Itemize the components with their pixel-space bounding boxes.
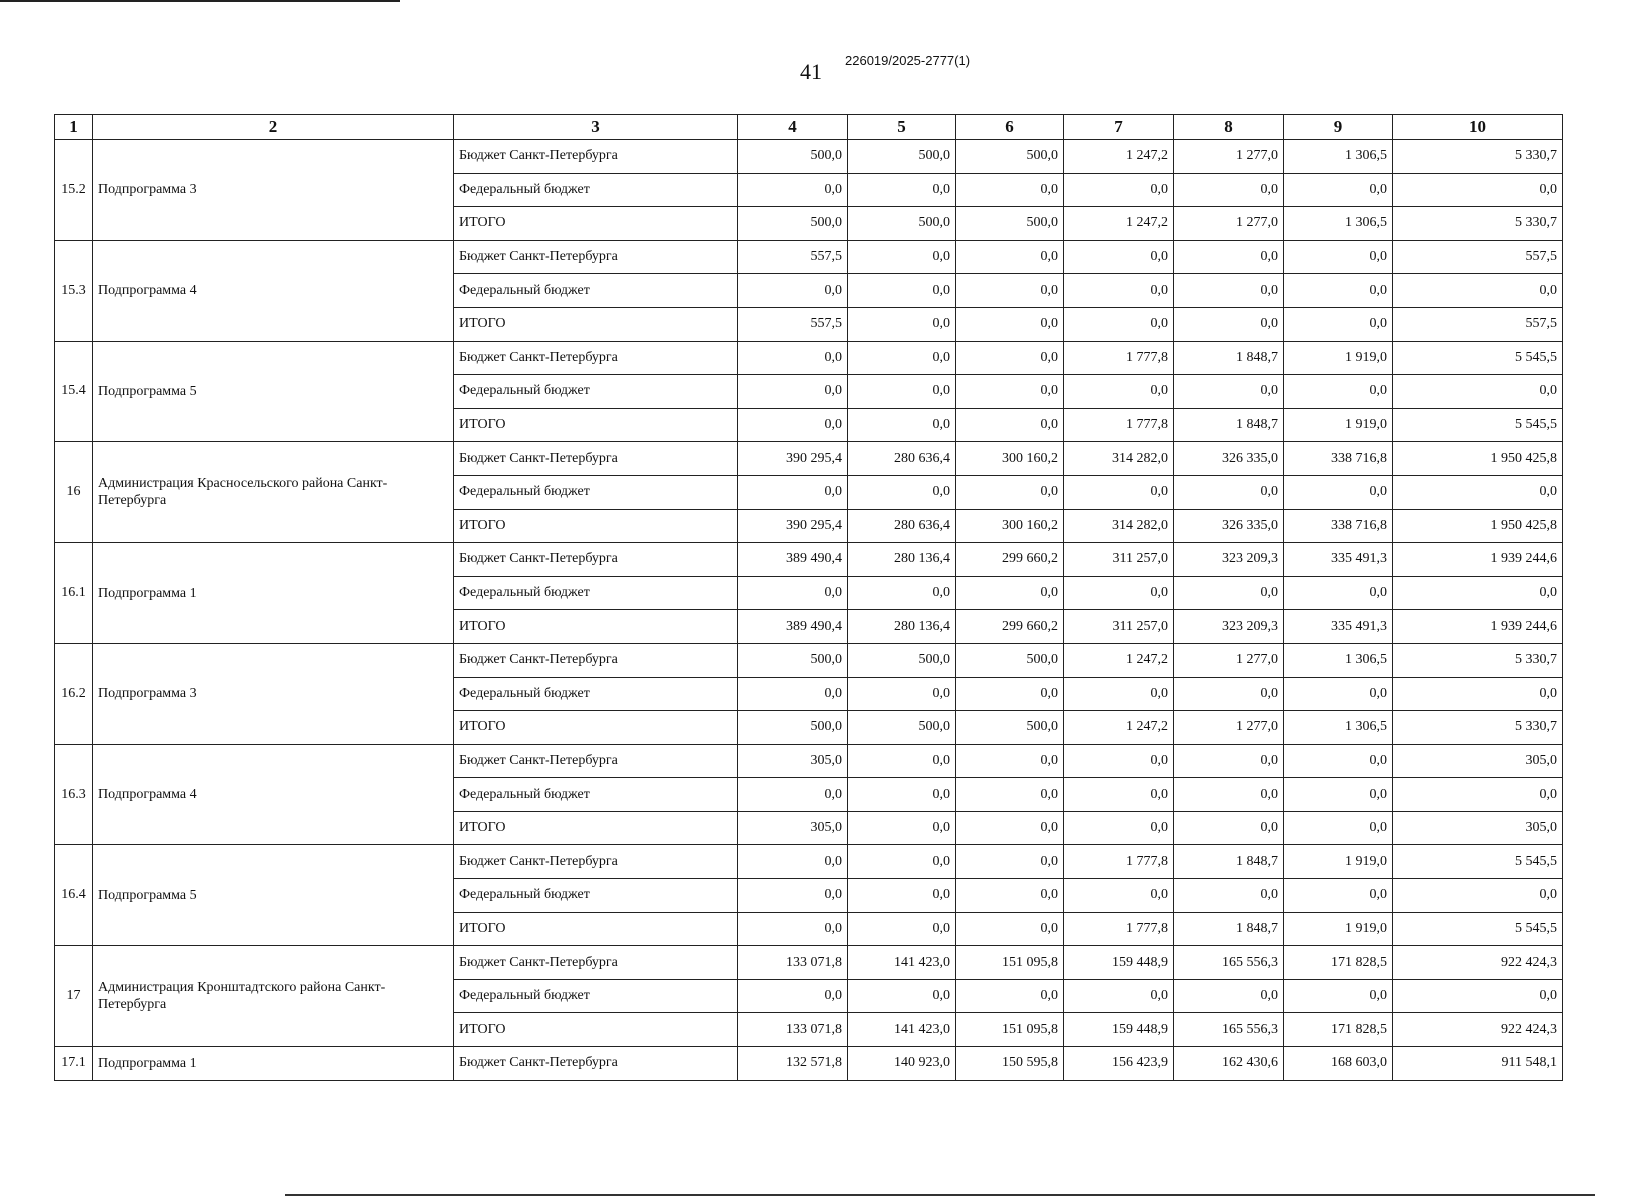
amount-cell: 0,0 (956, 778, 1064, 812)
amount-cell: 140 923,0 (848, 1047, 956, 1081)
funding-source: Федеральный бюджет (454, 979, 738, 1013)
amount-cell: 911 548,1 (1393, 1047, 1563, 1081)
amount-cell: 0,0 (848, 845, 956, 879)
funding-source: Федеральный бюджет (454, 173, 738, 207)
amount-cell: 1 306,5 (1284, 643, 1393, 677)
column-header: 2 (93, 115, 454, 140)
row-number: 16.3 (55, 744, 93, 845)
amount-cell: 338 716,8 (1284, 509, 1393, 543)
amount-cell: 0,0 (1064, 744, 1174, 778)
funding-source: Бюджет Санкт-Петербурга (454, 140, 738, 174)
amount-cell: 141 423,0 (848, 1013, 956, 1047)
amount-cell: 305,0 (1393, 744, 1563, 778)
funding-source: ИТОГО (454, 207, 738, 241)
amount-cell: 299 660,2 (956, 610, 1064, 644)
program-name: Подпрограмма 3 (93, 140, 454, 241)
amount-cell: 0,0 (1064, 778, 1174, 812)
amount-cell: 0,0 (738, 845, 848, 879)
column-header: 10 (1393, 115, 1563, 140)
funding-source: ИТОГО (454, 711, 738, 745)
amount-cell: 389 490,4 (738, 610, 848, 644)
amount-cell: 0,0 (1284, 576, 1393, 610)
amount-cell: 0,0 (1393, 274, 1563, 308)
amount-cell: 0,0 (848, 912, 956, 946)
table-row (55, 240, 1563, 274)
amount-cell: 0,0 (956, 240, 1064, 274)
amount-cell: 0,0 (1174, 173, 1284, 207)
amount-cell: 0,0 (1393, 475, 1563, 509)
amount-cell: 314 282,0 (1064, 442, 1174, 476)
amount-cell: 0,0 (1393, 778, 1563, 812)
amount-cell: 0,0 (1393, 173, 1563, 207)
amount-cell: 0,0 (738, 879, 848, 913)
amount-cell: 5 330,7 (1393, 140, 1563, 174)
amount-cell: 141 423,0 (848, 946, 956, 980)
amount-cell: 0,0 (956, 274, 1064, 308)
amount-cell: 171 828,5 (1284, 946, 1393, 980)
amount-cell: 0,0 (1174, 375, 1284, 409)
program-name: Подпрограмма 4 (93, 744, 454, 845)
amount-cell: 390 295,4 (738, 442, 848, 476)
amount-cell: 500,0 (848, 140, 956, 174)
amount-cell: 0,0 (738, 677, 848, 711)
amount-cell: 0,0 (956, 811, 1064, 845)
amount-cell: 0,0 (956, 408, 1064, 442)
funding-source: Бюджет Санкт-Петербурга (454, 543, 738, 577)
row-number: 17.1 (55, 1047, 93, 1081)
amount-cell: 0,0 (848, 375, 956, 409)
amount-cell: 0,0 (848, 677, 956, 711)
amount-cell: 0,0 (956, 173, 1064, 207)
amount-cell: 0,0 (1174, 240, 1284, 274)
amount-cell: 162 430,6 (1174, 1047, 1284, 1081)
amount-cell: 168 603,0 (1284, 1047, 1393, 1081)
amount-cell: 0,0 (956, 375, 1064, 409)
amount-cell: 0,0 (1174, 744, 1284, 778)
amount-cell: 1 848,7 (1174, 912, 1284, 946)
funding-source: ИТОГО (454, 509, 738, 543)
amount-cell: 1 306,5 (1284, 207, 1393, 241)
column-header: 3 (454, 115, 738, 140)
amount-cell: 0,0 (738, 979, 848, 1013)
funding-source: Федеральный бюджет (454, 576, 738, 610)
table-row (55, 543, 1563, 577)
amount-cell: 280 636,4 (848, 442, 956, 476)
funding-source: Бюджет Санкт-Петербурга (454, 643, 738, 677)
funding-source: Бюджет Санкт-Петербурга (454, 240, 738, 274)
funding-source: Бюджет Санкт-Петербурга (454, 744, 738, 778)
amount-cell: 557,5 (1393, 307, 1563, 341)
amount-cell: 151 095,8 (956, 946, 1064, 980)
amount-cell: 0,0 (1064, 375, 1174, 409)
amount-cell: 922 424,3 (1393, 946, 1563, 980)
amount-cell: 0,0 (738, 274, 848, 308)
funding-source: ИТОГО (454, 408, 738, 442)
column-header: 6 (956, 115, 1064, 140)
amount-cell: 0,0 (1393, 979, 1563, 1013)
amount-cell: 0,0 (1284, 979, 1393, 1013)
amount-cell: 5 545,5 (1393, 408, 1563, 442)
document-id: 226019/2025-2777(1) (845, 53, 971, 68)
funding-source: Бюджет Санкт-Петербурга (454, 845, 738, 879)
amount-cell: 390 295,4 (738, 509, 848, 543)
amount-cell: 0,0 (1064, 979, 1174, 1013)
amount-cell: 0,0 (956, 879, 1064, 913)
amount-cell: 0,0 (738, 173, 848, 207)
amount-cell: 1 919,0 (1284, 408, 1393, 442)
amount-cell: 0,0 (1284, 778, 1393, 812)
amount-cell: 299 660,2 (956, 543, 1064, 577)
amount-cell: 0,0 (956, 744, 1064, 778)
amount-cell: 500,0 (956, 140, 1064, 174)
page-number: 41 (800, 59, 822, 84)
amount-cell: 1 777,8 (1064, 341, 1174, 375)
table-header-row (55, 115, 1563, 140)
program-name: Подпрограмма 3 (93, 643, 454, 744)
table-row (55, 1047, 1563, 1081)
amount-cell: 300 160,2 (956, 509, 1064, 543)
amount-cell: 5 330,7 (1393, 643, 1563, 677)
amount-cell: 323 209,3 (1174, 543, 1284, 577)
amount-cell: 5 330,7 (1393, 711, 1563, 745)
funding-source: ИТОГО (454, 912, 738, 946)
column-header: 9 (1284, 115, 1393, 140)
amount-cell: 922 424,3 (1393, 1013, 1563, 1047)
amount-cell: 5 330,7 (1393, 207, 1563, 241)
amount-cell: 305,0 (738, 811, 848, 845)
amount-cell: 5 545,5 (1393, 912, 1563, 946)
amount-cell: 500,0 (848, 711, 956, 745)
amount-cell: 0,0 (738, 475, 848, 509)
table-row (55, 442, 1563, 476)
amount-cell: 338 716,8 (1284, 442, 1393, 476)
amount-cell: 0,0 (848, 778, 956, 812)
amount-cell: 156 423,9 (1064, 1047, 1174, 1081)
amount-cell: 0,0 (1174, 811, 1284, 845)
amount-cell: 1 247,2 (1064, 140, 1174, 174)
amount-cell: 0,0 (956, 677, 1064, 711)
amount-cell: 0,0 (848, 408, 956, 442)
funding-source: Федеральный бюджет (454, 677, 738, 711)
amount-cell: 0,0 (1284, 173, 1393, 207)
amount-cell: 500,0 (738, 140, 848, 174)
amount-cell: 1 939 244,6 (1393, 610, 1563, 644)
amount-cell: 1 848,7 (1174, 845, 1284, 879)
row-number: 16.1 (55, 543, 93, 644)
amount-cell: 0,0 (1284, 677, 1393, 711)
amount-cell: 0,0 (848, 240, 956, 274)
amount-cell: 500,0 (848, 643, 956, 677)
amount-cell: 1 306,5 (1284, 711, 1393, 745)
amount-cell: 1 777,8 (1064, 845, 1174, 879)
amount-cell: 0,0 (1064, 307, 1174, 341)
amount-cell: 0,0 (1174, 677, 1284, 711)
funding-source: Бюджет Санкт-Петербурга (454, 1047, 738, 1081)
funding-source: ИТОГО (454, 307, 738, 341)
amount-cell: 0,0 (956, 912, 1064, 946)
column-header: 5 (848, 115, 956, 140)
amount-cell: 311 257,0 (1064, 610, 1174, 644)
amount-cell: 1 247,2 (1064, 711, 1174, 745)
budget-table (54, 114, 1563, 1081)
row-number: 16.2 (55, 643, 93, 744)
funding-source: Бюджет Санкт-Петербурга (454, 442, 738, 476)
amount-cell: 0,0 (956, 341, 1064, 375)
amount-cell: 0,0 (738, 341, 848, 375)
funding-source: Федеральный бюджет (454, 879, 738, 913)
amount-cell: 280 136,4 (848, 543, 956, 577)
amount-cell: 0,0 (1174, 307, 1284, 341)
row-number: 16.4 (55, 845, 93, 946)
funding-source: Федеральный бюджет (454, 375, 738, 409)
amount-cell: 323 209,3 (1174, 610, 1284, 644)
column-header: 1 (55, 115, 93, 140)
amount-cell: 0,0 (1064, 240, 1174, 274)
amount-cell: 0,0 (1174, 979, 1284, 1013)
table-row (55, 845, 1563, 879)
program-name: Подпрограмма 5 (93, 341, 454, 442)
column-header: 8 (1174, 115, 1284, 140)
amount-cell: 1 919,0 (1284, 912, 1393, 946)
amount-cell: 1 939 244,6 (1393, 543, 1563, 577)
amount-cell: 133 071,8 (738, 946, 848, 980)
column-header: 7 (1064, 115, 1174, 140)
row-number: 15.4 (55, 341, 93, 442)
program-name: Администрация Красносельского района Санкт-Петербурга (93, 442, 454, 543)
amount-cell: 0,0 (1393, 677, 1563, 711)
amount-cell: 0,0 (738, 576, 848, 610)
amount-cell: 0,0 (1284, 375, 1393, 409)
amount-cell: 1 277,0 (1174, 711, 1284, 745)
amount-cell: 280 136,4 (848, 610, 956, 644)
program-name: Подпрограмма 1 (93, 1047, 454, 1081)
amount-cell: 0,0 (738, 408, 848, 442)
top-rule (0, 0, 400, 2)
funding-source: ИТОГО (454, 811, 738, 845)
amount-cell: 557,5 (738, 307, 848, 341)
program-name: Подпрограмма 4 (93, 240, 454, 341)
amount-cell: 0,0 (1174, 475, 1284, 509)
funding-source: Федеральный бюджет (454, 475, 738, 509)
table-row (55, 744, 1563, 778)
amount-cell: 0,0 (1284, 274, 1393, 308)
amount-cell: 300 160,2 (956, 442, 1064, 476)
table-row (55, 341, 1563, 375)
amount-cell: 0,0 (1284, 879, 1393, 913)
amount-cell: 500,0 (956, 643, 1064, 677)
row-number: 15.2 (55, 140, 93, 241)
amount-cell: 0,0 (848, 173, 956, 207)
amount-cell: 1 950 425,8 (1393, 509, 1563, 543)
amount-cell: 1 950 425,8 (1393, 442, 1563, 476)
amount-cell: 326 335,0 (1174, 509, 1284, 543)
amount-cell: 1 848,7 (1174, 408, 1284, 442)
amount-cell: 0,0 (1284, 240, 1393, 274)
amount-cell: 500,0 (956, 711, 1064, 745)
table-row (55, 946, 1563, 980)
amount-cell: 5 545,5 (1393, 341, 1563, 375)
amount-cell: 500,0 (956, 207, 1064, 241)
amount-cell: 0,0 (738, 778, 848, 812)
amount-cell: 159 448,9 (1064, 946, 1174, 980)
amount-cell: 335 491,3 (1284, 543, 1393, 577)
amount-cell: 0,0 (1064, 576, 1174, 610)
amount-cell: 0,0 (848, 576, 956, 610)
amount-cell: 314 282,0 (1064, 509, 1174, 543)
amount-cell: 5 545,5 (1393, 845, 1563, 879)
amount-cell: 1 247,2 (1064, 643, 1174, 677)
table-row (55, 140, 1563, 174)
row-number: 15.3 (55, 240, 93, 341)
amount-cell: 151 095,8 (956, 1013, 1064, 1047)
amount-cell: 1 777,8 (1064, 912, 1174, 946)
amount-cell: 0,0 (848, 811, 956, 845)
amount-cell: 0,0 (1284, 307, 1393, 341)
amount-cell: 0,0 (956, 475, 1064, 509)
row-number: 17 (55, 946, 93, 1047)
amount-cell: 1 306,5 (1284, 140, 1393, 174)
row-number: 16 (55, 442, 93, 543)
amount-cell: 159 448,9 (1064, 1013, 1174, 1047)
amount-cell: 311 257,0 (1064, 543, 1174, 577)
amount-cell: 150 595,8 (956, 1047, 1064, 1081)
funding-source: Бюджет Санкт-Петербурга (454, 946, 738, 980)
amount-cell: 0,0 (956, 576, 1064, 610)
program-name: Подпрограмма 5 (93, 845, 454, 946)
amount-cell: 557,5 (1393, 240, 1563, 274)
amount-cell: 133 071,8 (738, 1013, 848, 1047)
table-body (55, 140, 1563, 1081)
bottom-rule (285, 1194, 1595, 1196)
amount-cell: 0,0 (1284, 744, 1393, 778)
amount-cell: 0,0 (738, 375, 848, 409)
amount-cell: 0,0 (1393, 375, 1563, 409)
amount-cell: 1 277,0 (1174, 643, 1284, 677)
program-name: Администрация Кронштадтского района Санкт-Петербурга (93, 946, 454, 1047)
amount-cell: 0,0 (1174, 576, 1284, 610)
amount-cell: 500,0 (738, 711, 848, 745)
amount-cell: 132 571,8 (738, 1047, 848, 1081)
amount-cell: 0,0 (1284, 811, 1393, 845)
amount-cell: 280 636,4 (848, 509, 956, 543)
funding-source: Федеральный бюджет (454, 274, 738, 308)
amount-cell: 0,0 (738, 912, 848, 946)
amount-cell: 0,0 (1174, 879, 1284, 913)
amount-cell: 0,0 (848, 744, 956, 778)
table-row (55, 643, 1563, 677)
amount-cell: 0,0 (848, 274, 956, 308)
amount-cell: 0,0 (1284, 475, 1393, 509)
amount-cell: 0,0 (1064, 274, 1174, 308)
amount-cell: 0,0 (1174, 778, 1284, 812)
amount-cell: 0,0 (1064, 475, 1174, 509)
amount-cell: 500,0 (738, 207, 848, 241)
amount-cell: 0,0 (1174, 274, 1284, 308)
amount-cell: 326 335,0 (1174, 442, 1284, 476)
amount-cell: 0,0 (1064, 879, 1174, 913)
amount-cell: 165 556,3 (1174, 946, 1284, 980)
amount-cell: 1 277,0 (1174, 207, 1284, 241)
amount-cell: 1 848,7 (1174, 341, 1284, 375)
amount-cell: 1 247,2 (1064, 207, 1174, 241)
amount-cell: 557,5 (738, 240, 848, 274)
amount-cell: 305,0 (738, 744, 848, 778)
amount-cell: 500,0 (848, 207, 956, 241)
amount-cell: 0,0 (848, 979, 956, 1013)
amount-cell: 1 777,8 (1064, 408, 1174, 442)
amount-cell: 0,0 (1064, 811, 1174, 845)
amount-cell: 0,0 (956, 979, 1064, 1013)
amount-cell: 0,0 (1064, 173, 1174, 207)
amount-cell: 305,0 (1393, 811, 1563, 845)
amount-cell: 0,0 (1393, 576, 1563, 610)
amount-cell: 1 919,0 (1284, 845, 1393, 879)
amount-cell: 0,0 (848, 307, 956, 341)
amount-cell: 0,0 (1393, 879, 1563, 913)
funding-source: ИТОГО (454, 610, 738, 644)
funding-source: Бюджет Санкт-Петербурга (454, 341, 738, 375)
funding-source: Федеральный бюджет (454, 778, 738, 812)
program-name: Подпрограмма 1 (93, 543, 454, 644)
funding-source: ИТОГО (454, 1013, 738, 1047)
amount-cell: 1 277,0 (1174, 140, 1284, 174)
amount-cell: 0,0 (848, 879, 956, 913)
column-header: 4 (738, 115, 848, 140)
amount-cell: 0,0 (956, 307, 1064, 341)
amount-cell: 171 828,5 (1284, 1013, 1393, 1047)
amount-cell: 0,0 (848, 475, 956, 509)
amount-cell: 389 490,4 (738, 543, 848, 577)
amount-cell: 165 556,3 (1174, 1013, 1284, 1047)
amount-cell: 0,0 (1064, 677, 1174, 711)
amount-cell: 500,0 (738, 643, 848, 677)
amount-cell: 0,0 (956, 845, 1064, 879)
amount-cell: 1 919,0 (1284, 341, 1393, 375)
amount-cell: 335 491,3 (1284, 610, 1393, 644)
amount-cell: 0,0 (848, 341, 956, 375)
